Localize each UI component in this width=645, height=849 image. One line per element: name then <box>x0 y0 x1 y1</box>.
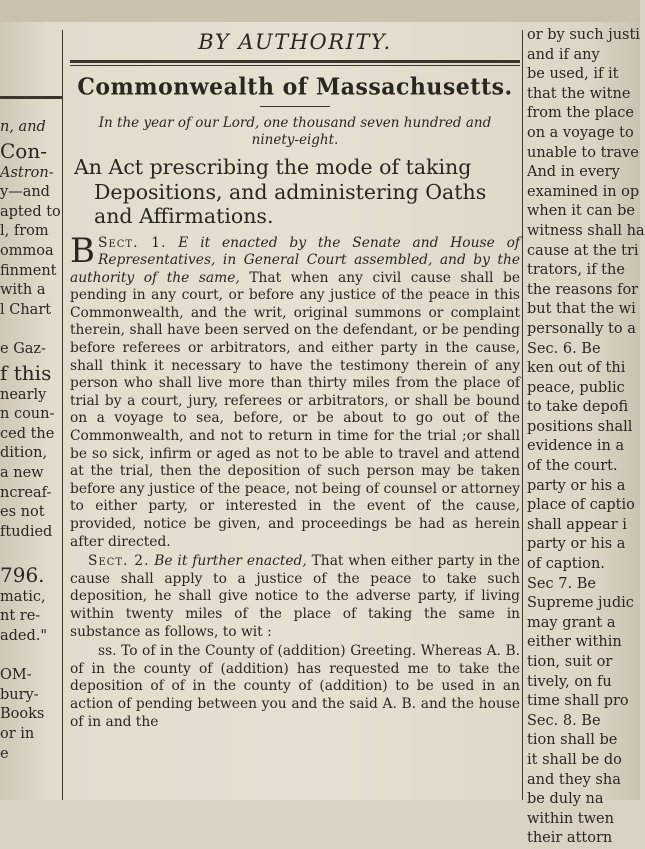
header-rule-left <box>0 96 62 99</box>
right-column-line: positions shall <box>527 418 633 435</box>
section-2 <box>70 553 520 641</box>
header-double-rule <box>70 60 520 66</box>
right-column-line: ken out of thi <box>527 360 626 377</box>
right-column-line: party or his a <box>527 536 626 553</box>
right-column-line: either within <box>527 634 622 651</box>
left-column-line: l Chart <box>0 301 52 318</box>
section-1-dropcap: B <box>70 230 95 271</box>
right-column-line: tively, on fu <box>527 673 612 690</box>
right-column-line: Supreme judic <box>527 595 634 612</box>
left-column-line: ncreaf- <box>0 484 52 501</box>
right-column-line: within twen <box>527 810 614 827</box>
right-column-line: of caption. <box>527 556 605 573</box>
left-column-line: n coun- <box>0 406 55 423</box>
left-column-line <box>0 542 56 562</box>
right-column-line: be used, if it <box>527 66 619 83</box>
right-column-line: tion shall be <box>527 732 618 749</box>
right-column-line: cause at the tri <box>527 242 639 259</box>
left-column-line: ftudied <box>0 523 53 540</box>
right-column-line: when it can be <box>527 203 635 220</box>
section-2-label: Sect. 2. <box>88 553 150 570</box>
right-column-line: their attorn <box>527 830 613 847</box>
left-column-line: OM- <box>0 667 32 684</box>
right-column-line: unable to trave <box>527 144 639 161</box>
right-column-line: to take depofi <box>527 399 629 416</box>
right-column-line: be duly na <box>527 791 604 808</box>
right-column-line: examined in op <box>527 183 640 200</box>
left-column <box>0 118 61 800</box>
left-column-line: finment <box>0 262 57 279</box>
left-column-line: es not <box>0 504 45 521</box>
left-column-line: n, and <box>0 119 46 135</box>
by-authority-heading: BY AUTHORITY. <box>198 30 392 54</box>
left-column-line: Con- <box>0 138 47 163</box>
left-column-line: Books <box>0 706 45 723</box>
right-column-line: or by such justi <box>527 27 640 43</box>
left-column-line <box>0 320 56 340</box>
left-column-line: with a <box>0 282 46 299</box>
section-1 <box>70 230 520 552</box>
left-column-line: or in <box>0 726 35 743</box>
right-column-line: evidence in a <box>527 438 625 455</box>
section-1-label: Sect. 1. <box>98 234 167 251</box>
right-column-line: may grant a <box>527 614 616 631</box>
right-column-line: place of captio <box>527 497 635 514</box>
left-column-line: e <box>0 745 9 762</box>
right-column-line: trators, if the <box>527 262 625 279</box>
left-column-line <box>0 647 56 667</box>
right-column <box>527 26 645 847</box>
left-column-line: 796. <box>0 562 45 587</box>
center-column <box>70 26 520 800</box>
right-column-line: on a voyage to <box>527 124 634 141</box>
right-column-line: Sec. 8. Be <box>527 712 601 729</box>
right-column-line: from the place <box>527 105 635 122</box>
left-column-line: l, from <box>0 223 49 240</box>
right-column-line: it shall be do <box>527 751 622 768</box>
left-column-line: ced the <box>0 425 55 442</box>
left-column-line: Astron- <box>0 164 54 181</box>
right-column-line: and they sha <box>527 771 621 788</box>
left-column-line: f this <box>0 360 52 385</box>
commonwealth-heading: Commonwealth of Massachusetts. <box>77 73 513 101</box>
right-column-line: time shall pro <box>527 693 629 710</box>
right-column-line: And in every <box>527 164 620 181</box>
top-edge <box>0 0 640 22</box>
year-line: In the year of our Lord, one thousand seven hundred and ninety-eight. <box>98 115 492 148</box>
right-column-line: but that the wi <box>527 301 636 318</box>
left-column-line: nearly <box>0 386 47 403</box>
section-2-enacting-clause: Be it further enacted, <box>154 553 307 570</box>
right-column-line: Sec 7. Be <box>527 575 596 592</box>
right-column-line: of the court. <box>527 458 618 475</box>
section-2-form: ss. To of in the County of (addition) Greeting. Whereas A. B. of in the county of (addition) has requested me to take the deposition of of in the county of (addition) to be used in an action of pending between you and the said A. B. and the house of in and the <box>70 643 520 730</box>
left-column-line: matic, <box>0 588 46 605</box>
right-column-line: that the witne <box>527 85 631 102</box>
column-rule-left <box>62 30 63 800</box>
left-column-line: e Gaz- <box>0 340 46 357</box>
left-column-line: bury- <box>0 686 39 703</box>
section-1-enacting-clause: E it enacted by the Senate and House of Representatives, in General Court assembled, and by the authority of the same, <box>70 234 520 286</box>
left-column-line: apted to <box>0 203 61 220</box>
right-column-line: shall appear i <box>527 516 627 533</box>
left-column-line: aded." <box>0 628 48 645</box>
right-column-line: witness shall ha <box>527 222 645 239</box>
short-divider <box>260 106 330 107</box>
right-column-line: personally to a <box>527 320 636 337</box>
left-column-line: ommoa <box>0 242 54 259</box>
right-column-line: party or his a <box>527 477 626 494</box>
right-column-line: Sec. 6. Be <box>527 340 601 357</box>
column-rule-right <box>522 30 523 800</box>
left-column-line: y—and <box>0 184 50 201</box>
section-1-text: That when any civil cause shall be pending in any court, or before any justice of the peace in this Commonwealth, and the writ, original summons or complaint therein, shall have been served on the defendant, or be pending before referees or arbitrators, and either party in the cause, shall think it necessary to have the testimony therein of any person who shall live more than thirty miles from the place of trial by a court, jury, referees or arbitrators, or shall be bound on a voyage to sea, before, or be about to go out of the Commonwealth, and not to return in time for the trial ;or shall be so sick, infirm or aged as not to be able to travel and attend at the trial, then the deposition of such person may be taken before any justice of the peace, not being of counsel or attorney to either party, or interested in the event of the cause, provided, notice be given, and proceedings be had as herein after directed. <box>70 269 520 550</box>
right-column-line: peace, public <box>527 379 625 396</box>
right-column-line: and if any <box>527 46 600 63</box>
right-column-line: tion, suit or <box>527 654 613 670</box>
left-column-line: dition, <box>0 445 48 462</box>
left-column-line: nt re- <box>0 608 41 625</box>
act-title: An Act prescribing the mode of taking Depositions, and administering Oaths and Affirmations. <box>74 155 487 228</box>
right-column-line: the reasons for <box>527 281 639 298</box>
section-2-text: That when either party in the cause shall apply to a justice of the peace to take such deposition, he shall give notice to the adverse party, if living within twenty miles of the place of taking the same in substance as follows, to wit : <box>70 553 521 640</box>
left-column-line: a new <box>0 464 44 481</box>
